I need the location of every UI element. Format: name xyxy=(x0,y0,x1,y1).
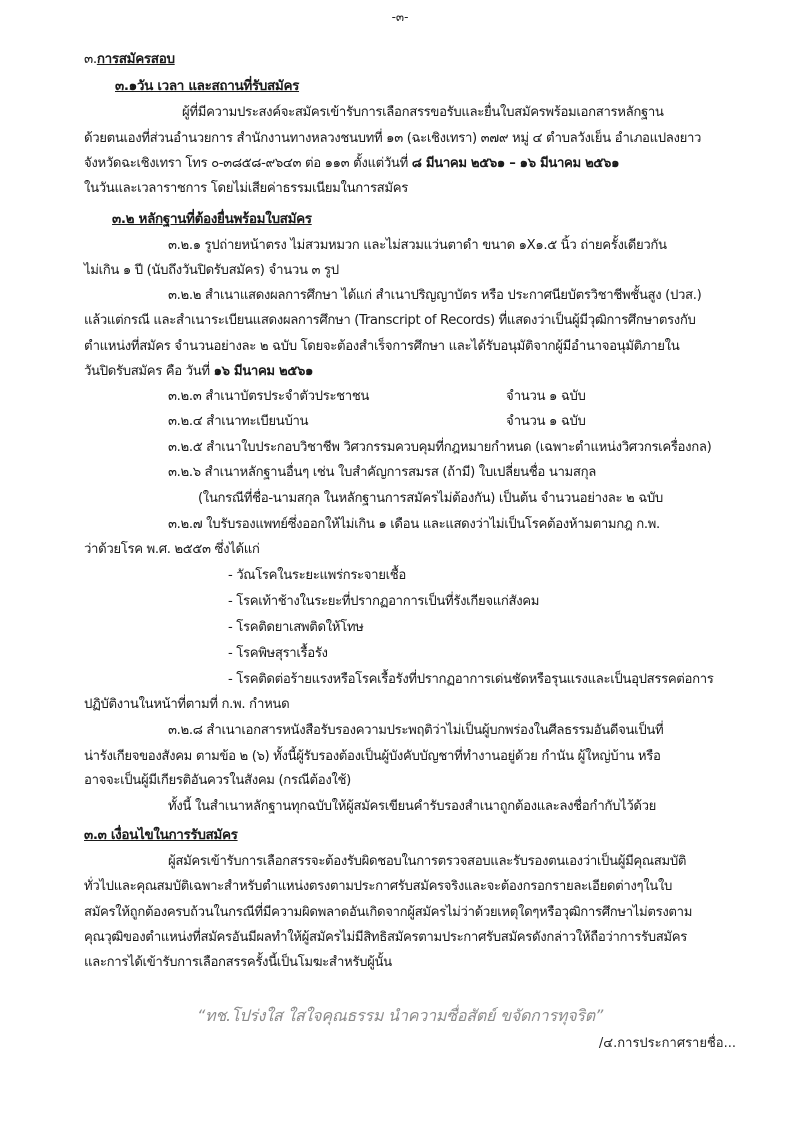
item-3-2-4-qty: จำนวน ๑ ฉบับ xyxy=(506,414,586,429)
disease-item: - โรคเท้าช้างในระยะที่ปรากฏอาการเป็นที่รังเกียจแก่สังคม xyxy=(228,594,540,609)
closing-date: ๑๖ มีนาคม ๒๕๖๑ xyxy=(213,364,314,379)
item-3-2-6-line-1: ๓.๒.๖ สำเนาหลักฐานอื่นๆ เช่น ใบสำคัญการสมรส (ถ้ามี) ใบเปลี่ยนชื่อ นามสกุล xyxy=(168,465,596,480)
anti-corruption-motto: “ทช.โปร่งใส ใสใจคุณธรรม นำความซื่อสัตย์ ขจัดการทุจริต” xyxy=(196,1006,604,1025)
item-3-2-7-line-1: ๓.๒.๗ ใบรับรองแพทย์ซึ่งออกให้ไม่เกิน ๑ เดือน และแสดงว่าไม่เป็นโรคต้องห้ามตามกฎ ก.พ. xyxy=(168,517,660,532)
certification-note: ทั้งนี้ ในสำเนาหลักฐานทุกฉบับให้ผู้สมัครเขียนคำรับรองสำเนาถูกต้องและลงชื่อกำกับไว้ด้วย xyxy=(168,799,657,814)
disease-item: - วัณโรคในระยะแพร่กระจายเชื้อ xyxy=(228,568,406,583)
s33-line-5: และการได้เข้ารับการเลือกสรรครั้งนี้เป็นโมฆะสำหรับผู้นั้น xyxy=(84,955,392,970)
s31-line-1: ผู้ที่มีความประสงค์จะสมัครเข้ารับการเลือกสรรขอรับและยื่นใบสมัครพร้อมเอกสารหลักฐาน xyxy=(182,105,664,120)
section-3-1-heading: ๓.๑วัน เวลา และสถานที่รับสมัคร xyxy=(115,78,300,94)
item-3-2-8-line-1: ๓.๒.๘ สำเนาเอกสารหนังสือรับรองความประพฤติว่าไม่เป็นผู้บกพร่องในศีลธรรมอันดีจนเป็นที่ xyxy=(168,723,664,738)
item-3-2-4: ๓.๒.๔ สำเนาทะเบียนบ้าน จำนวน ๑ ฉบับ xyxy=(168,414,586,429)
s31-line-2: ด้วยตนเองที่ส่วนอำนวยการ สำนักงานทางหลวงชนบทที่ ๑๓ (ฉะเชิงเทรา) ๓๗๙ หมู่ ๔ ตำบลวังเย็น อำเภอแปลงยาว xyxy=(84,131,702,146)
item-3-2-1-line-1: ๓.๒.๑ รูปถ่ายหน้าตรง ไม่สวมหมวก และไม่สวมแว่นตาดำ ขนาด ๑X๑.๕ นิ้ว ถ่ายครั้งเดียวกัน xyxy=(168,238,667,253)
s33-line-2: ทั่วไปและคุณสมบัติเฉพาะสำหรับตำแหน่งตรงตามประกาศรับสมัครจริงและจะต้องกรอกรายละเอียดต่างๆในใบ xyxy=(84,879,673,894)
section-3-2-heading: ๓.๒ หลักฐานที่ต้องยื่นพร้อมใบสมัคร xyxy=(112,211,312,227)
item-3-2-1-line-2: ไม่เกิน ๑ ปี (นับถึงวันปิดรับสมัคร) จำนวน ๓ รูป xyxy=(84,263,339,278)
item-3-2-8-line-2: น่ารังเกียจของสังคม ตามข้อ ๒ (๖) ทั้งนี้ผู้รับรองต้องเป็นผู้บังคับบัญชาที่ทำงานอยู่ด้วย กำนัน ผู้ใหญ่บ้าน หรือ xyxy=(84,749,661,764)
s31-line-3: จังหวัดฉะเชิงเทรา โทร ๐-๓๘๕๘-๙๖๔๓ ต่อ ๑๑๓ ตั้งแต่วันที่ ๘ มีนาคม ๒๕๖๑ – ๑๖ มีนาคม ๒๕๖๑ xyxy=(84,156,620,171)
item-3-2-2-line-1: ๓.๒.๒ สำเนาแสดงผลการศึกษา ได้แก่ สำเนาปริญญาบัตร หรือ ประกาศนียบัตรวิชาชีพชั้นสูง (ปวส.) xyxy=(168,288,702,303)
item-3-2-2-line-2: แล้วแต่กรณี และสำเนาระเบียนแสดงผลการศึกษา (Transcript of Records) ที่แสดงว่าเป็นผู้มีวุฒิการศึกษาตรงกับ xyxy=(84,313,696,328)
application-date-range: ๘ มีนาคม ๒๕๖๑ – ๑๖ มีนาคม ๒๕๖๑ xyxy=(411,156,620,171)
section-3-number: ๓. xyxy=(84,51,97,67)
s33-line-1: ผู้สมัครเข้ารับการเลือกสรรจะต้องรับผิดชอบในการตรวจสอบและรับรองตนเองว่าเป็นผู้มีคุณสมบัติ xyxy=(168,854,687,869)
section-3-title: การสมัครสอบ xyxy=(96,51,175,67)
continuation-marker: /๔.การประกาศรายชื่อ... xyxy=(598,1036,736,1051)
item-3-2-5: ๓.๒.๕ สำเนาใบประกอบวิชาชีพ วิศวกรรมควบคุมที่กฎหมายกำหนด (เฉพาะตำแหน่งวิศวกรเครื่องกล) xyxy=(168,440,712,455)
page-number: -๓- xyxy=(391,10,409,24)
disease-item: - โรคติดยาเสพติดให้โทษ xyxy=(228,620,364,635)
item-3-2-2-line-3: ตำแหน่งที่สมัคร จำนวนอย่างละ ๒ ฉบับ โดยจะต้องสำเร็จการศึกษา และได้รับอนุมัติจากผู้มีอำนาจอนุมัติภายใน xyxy=(84,339,680,354)
disease-item: - โรคติดต่อร้ายแรงหรือโรคเรื้อรังที่ปรากฏอาการเด่นชัดหรือรุนแรงและเป็นอุปสรรคต่อการ xyxy=(228,672,714,687)
section-3-3-heading: ๓.๓ เงื่อนไขในการรับสมัคร xyxy=(84,827,238,843)
item-3-2-6-line-2: (ในกรณีที่ชื่อ-นามสกุล ในหลักฐานการสมัครไม่ต้องกัน) เป็นต้น จำนวนอย่างละ ๒ ฉบับ xyxy=(198,491,663,506)
item-3-2-3: ๓.๒.๓ สำเนาบัตรประจำตัวประชาชน จำนวน ๑ ฉบับ xyxy=(168,389,586,404)
s33-line-3: สมัครให้ถูกต้องครบถ้วนในกรณีที่มีความผิดพลาดอันเกิดจากผู้สมัครไม่ว่าด้วยเหตุใดๆหรือวุฒิการศึกษาไม่ตรงตาม xyxy=(84,905,693,920)
disease-item-continuation: ปฏิบัติงานในหน้าที่ตามที่ ก.พ. กำหนด xyxy=(84,697,290,712)
item-3-2-7-line-2: ว่าด้วยโรค พ.ศ. ๒๕๕๓ ซึ่งได้แก่ xyxy=(84,542,260,557)
s33-line-4: คุณวุฒิของตำแหน่งที่สมัครอันมีผลทำให้ผู้สมัครไม่มีสิทธิสมัครตามประกาศรับสมัครดังกล่าวให้ถือว่าการรับสมัคร xyxy=(84,930,687,945)
item-3-2-8-line-3: อาจจะเป็นผู้มีเกียรติอันควรในสังคม (กรณีต้องใช้) xyxy=(84,773,351,788)
disease-item: - โรคพิษสุราเรื้อรัง xyxy=(228,646,328,661)
item-3-2-3-qty: จำนวน ๑ ฉบับ xyxy=(506,389,586,404)
section-3-heading xyxy=(84,50,175,68)
item-3-2-2-line-4: วันปิดรับสมัคร คือ วันที่ ๑๖ มีนาคม ๒๕๖๑ xyxy=(84,364,314,379)
s31-line-4: ในวันและเวลาราชการ โดยไม่เสียค่าธรรมเนียมในการสมัคร xyxy=(84,181,408,196)
